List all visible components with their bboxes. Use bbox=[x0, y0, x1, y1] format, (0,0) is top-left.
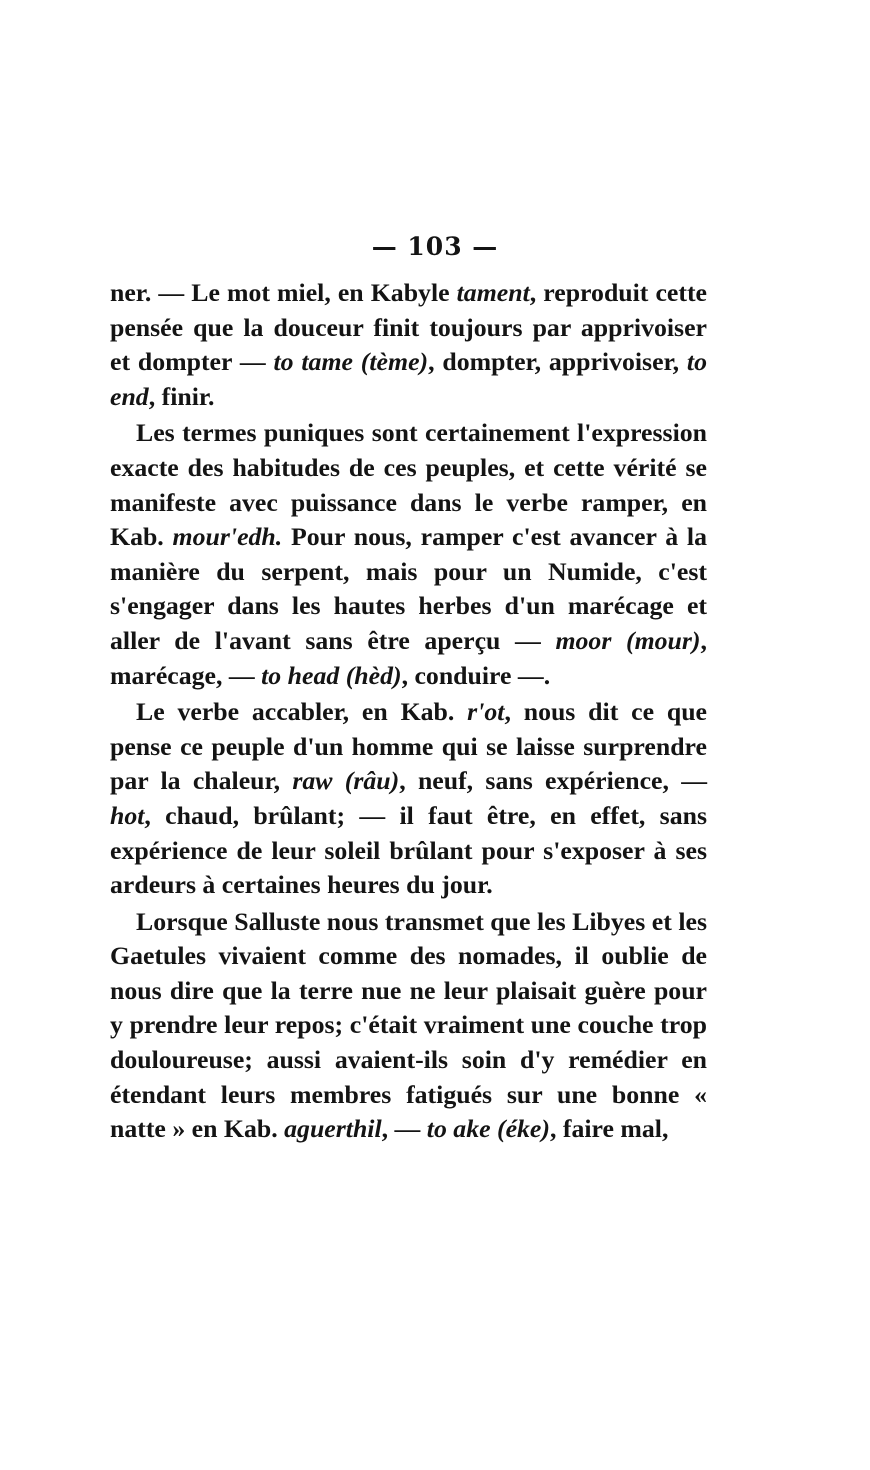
text-run: , faire mal, bbox=[549, 1114, 669, 1144]
italic-term: mour'edh. bbox=[172, 522, 283, 552]
text-run: , marécage, — bbox=[110, 625, 707, 690]
text-run: , — bbox=[381, 1114, 427, 1144]
italic-term: r'ot bbox=[467, 697, 505, 727]
text-run: , nous dit ce que pense ce peuple d'un homme qui se laisse surprendre par la chaleur, bbox=[110, 697, 707, 796]
text-run: , neuf, sans expérience, — bbox=[399, 766, 707, 796]
text-run: , chaud, brûlant; — il faut être, en effet, sans expérience de leur soleil brûlant pour s'exposer à ses ardeurs à certaines heures du jour. bbox=[110, 800, 707, 900]
text-run: Le verbe accabler, en Kab. bbox=[136, 697, 468, 727]
text-run: , dompter, apprivoiser, bbox=[428, 347, 687, 377]
text-run: Lorsque Salluste nous transmet que les Libyes et les Gaetules vivaient comme des nomades, il oublie de nous dire que la terre nue ne leur plaisait guère pour y prendre leur repos; c'était vraiment une couche trop douloureuse; aussi avaient-ils soin d'y remédier en étendant leurs membres fatigués sur une bonne « natte » en Kab. bbox=[110, 906, 707, 1144]
italic-term: to head (hèd) bbox=[261, 660, 402, 690]
paragraph bbox=[110, 416, 707, 693]
italic-term: to ake (éke) bbox=[426, 1114, 550, 1144]
italic-term: raw (râu) bbox=[292, 766, 400, 796]
italic-term: tament bbox=[456, 278, 530, 307]
body-text bbox=[110, 276, 707, 1147]
paragraph bbox=[110, 695, 707, 903]
text-run: , conduire —. bbox=[401, 660, 551, 690]
paragraph bbox=[110, 905, 707, 1147]
text-run: , finir. bbox=[148, 381, 215, 411]
italic-term: to tame (tème) bbox=[273, 347, 429, 377]
italic-term: hot bbox=[110, 800, 145, 830]
text-run: ner. — Le mot miel, en Kabyle bbox=[110, 278, 457, 307]
text-run: , reproduit cette pensée que la douceur finit toujours par apprivoiser et dompter — bbox=[110, 278, 707, 377]
page-number: — 103 — bbox=[371, 232, 499, 261]
text-run: Les termes puniques sont certainement l'expression exacte des habitudes de ces peuples, et cette vérité se manifeste avec puissance dans le verbe ramper, en Kab. bbox=[110, 418, 707, 552]
italic-term: to end bbox=[110, 347, 707, 411]
text-run: Pour nous, ramper c'est avancer à la manière du serpent, mais pour un Numide, c'est s'engager dans les hautes herbes d'un marécage et aller de l'avant sans être aperçu — bbox=[110, 522, 707, 655]
italic-term: aguerthil bbox=[284, 1114, 382, 1144]
italic-term: moor (mour) bbox=[555, 625, 701, 655]
paragraph bbox=[110, 276, 707, 414]
